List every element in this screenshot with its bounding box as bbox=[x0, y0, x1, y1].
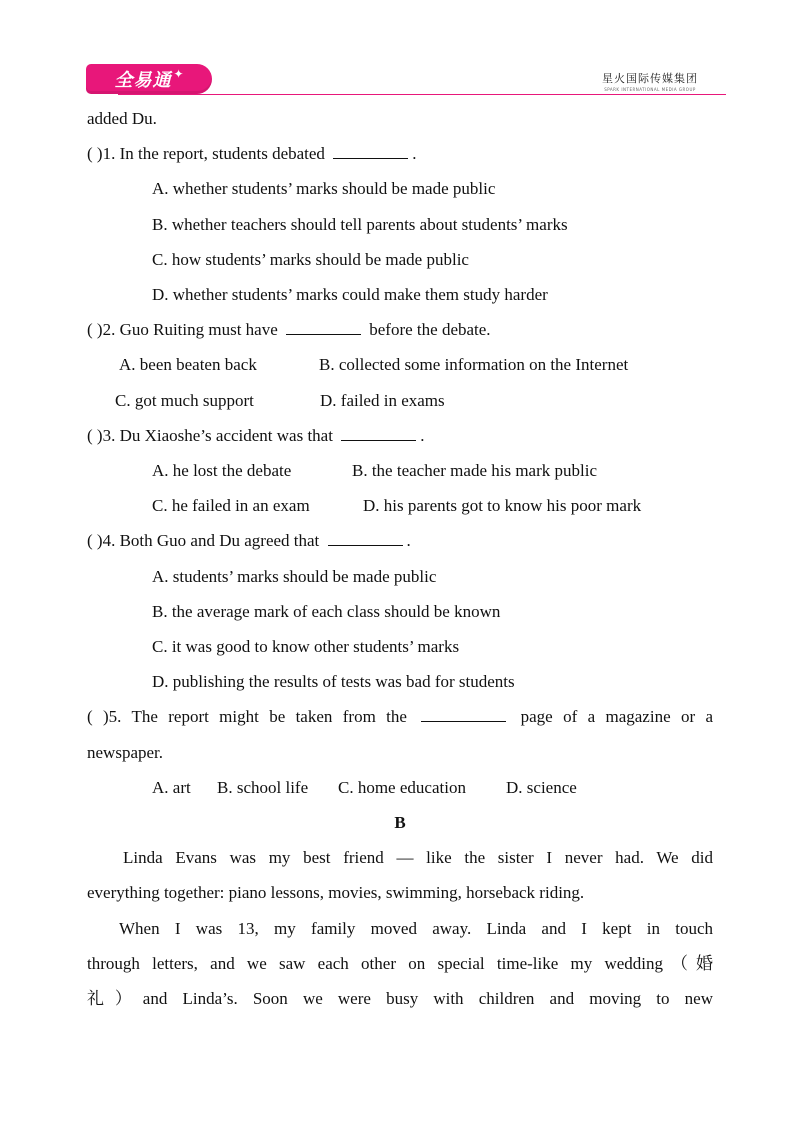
option-d: D. science bbox=[506, 777, 577, 797]
question-5 bbox=[87, 699, 713, 734]
brand-logo bbox=[86, 64, 212, 94]
option-c: C. home education bbox=[338, 777, 466, 797]
answer-blank bbox=[421, 707, 506, 722]
answer-blank bbox=[328, 531, 403, 546]
option-a: A. he lost the debate bbox=[152, 461, 292, 481]
document-body bbox=[87, 101, 713, 1016]
option-c: C. got much support bbox=[115, 390, 254, 410]
option-d: D. whether students’ marks could make them study harder bbox=[152, 285, 548, 305]
options-row bbox=[87, 453, 713, 488]
header-divider bbox=[118, 94, 726, 95]
page-header bbox=[86, 64, 726, 96]
option-a: A. been beaten back bbox=[119, 355, 257, 375]
question-3-suffix: . bbox=[420, 425, 425, 445]
question-1-prefix: ( )1. In the report, students debated bbox=[87, 144, 325, 164]
option-c: C. it was good to know other students’ marks bbox=[152, 637, 460, 657]
options-row bbox=[87, 383, 713, 418]
question-3 bbox=[87, 418, 713, 453]
option-a: A. art bbox=[152, 777, 191, 797]
publisher-name-cn: 星火国际传媒集团 bbox=[602, 72, 698, 85]
option-b: B. whether teachers should tell parents about students’ marks bbox=[152, 214, 568, 234]
question-4-prefix: ( )4. Both Guo and Du agreed that bbox=[87, 531, 320, 551]
question-3-prefix: ( )3. Du Xiaoshe’s accident was that bbox=[87, 425, 333, 445]
question-1-suffix: . bbox=[412, 144, 417, 164]
question-1 bbox=[87, 136, 713, 171]
passage-line: through letters, and we saw each other on special time-like my wedding（婚 bbox=[87, 953, 713, 973]
passage-line: Linda Evans was my best friend — like the sister I never had. We did bbox=[123, 848, 713, 868]
passage-line: When I was 13, my family moved away. Linda and I kept in touch bbox=[119, 918, 713, 938]
section-heading: B bbox=[394, 813, 406, 833]
publisher-name-en: SPARK INTERNATIONAL MEDIA GROUP bbox=[604, 87, 696, 92]
question-2-suffix: before the debate. bbox=[369, 320, 491, 340]
option-a: A. whether students’ marks should be made public bbox=[152, 179, 496, 199]
option-b: B. the teacher made his mark public bbox=[352, 461, 597, 481]
passage-line: 礼）and Linda’s. Soon we were busy with children and moving to new bbox=[87, 989, 713, 1009]
options-row bbox=[87, 770, 713, 805]
option-a: A. students’ marks should be made public bbox=[152, 566, 437, 586]
options-row bbox=[87, 347, 713, 382]
answer-blank bbox=[333, 144, 408, 159]
options-row bbox=[87, 488, 713, 523]
question-2-prefix: ( )2. Guo Ruiting must have bbox=[87, 320, 278, 340]
option-d: D. failed in exams bbox=[320, 390, 445, 410]
question-4-suffix: . bbox=[406, 531, 411, 551]
passage-line: everything together: piano lessons, movies, swimming, horseback riding. bbox=[87, 883, 585, 903]
option-b: B. collected some information on the Internet bbox=[319, 355, 629, 375]
question-5-prefix: ( )5. The report might be taken from the bbox=[87, 707, 407, 727]
option-b: B. the average mark of each class should be known bbox=[152, 601, 501, 621]
question-2 bbox=[87, 312, 713, 347]
question-4 bbox=[87, 523, 713, 558]
sparkle-icon: ✦ bbox=[173, 66, 184, 81]
option-c: C. he failed in an exam bbox=[152, 496, 310, 516]
answer-blank bbox=[286, 320, 361, 335]
question-5-suffix: page of a magazine or a bbox=[520, 707, 714, 727]
question-5-continuation: newspaper. bbox=[87, 742, 164, 762]
option-d: D. his parents got to know his poor mark bbox=[363, 496, 642, 516]
option-b: B. school life bbox=[217, 777, 309, 797]
logo-text: 全易通 bbox=[114, 70, 172, 91]
option-c: C. how students’ marks should be made public bbox=[152, 249, 469, 269]
publisher-brand bbox=[602, 70, 698, 92]
answer-blank bbox=[341, 426, 416, 441]
option-d: D. publishing the results of tests was bad for students bbox=[152, 672, 515, 692]
intro-tail: added Du. bbox=[87, 109, 157, 128]
